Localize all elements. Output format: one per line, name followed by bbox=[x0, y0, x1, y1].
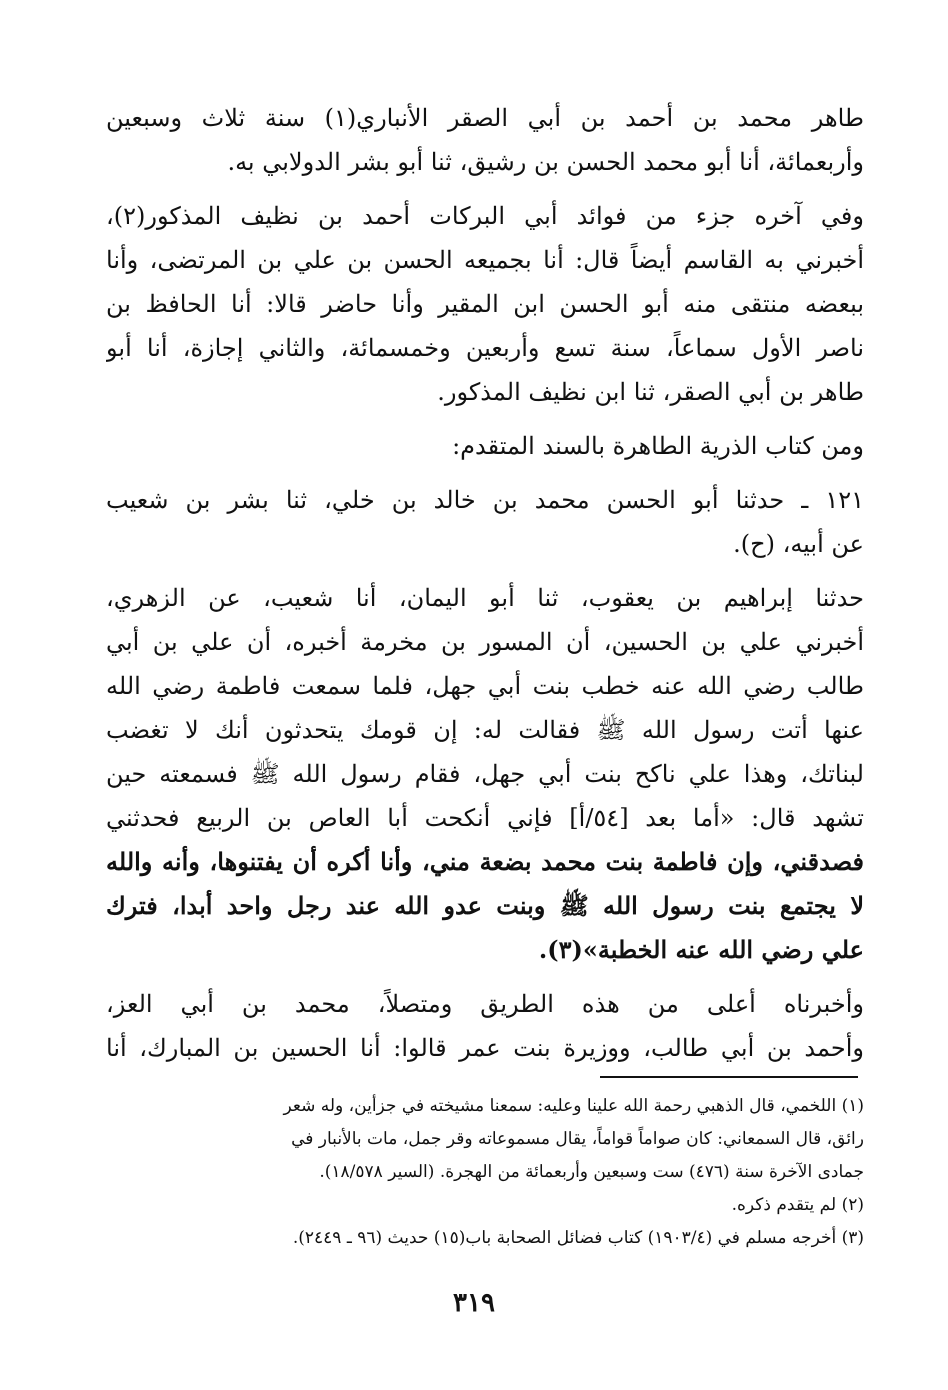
footnotes bbox=[106, 1090, 864, 1255]
hadith-quote-line: فصدقني، وإن فاطمة بنت محمد بضعة مني، وأنا أكره أن يفتنوها، وأنه والله bbox=[106, 847, 864, 876]
footnote-1 bbox=[106, 1090, 864, 1189]
footnote-2 bbox=[106, 1189, 864, 1222]
paragraph-6 bbox=[106, 982, 864, 1070]
text-line: عنها أتت رسول الله ﷺ فقالت له: إن قومك يتحدثون أنك لا تغضب bbox=[106, 716, 864, 744]
text-line: طاهر محمد بن أحمد بن أبي الصقر الأنباري(١) سنة ثلاث وسبعين bbox=[106, 104, 864, 132]
main-text bbox=[106, 96, 864, 1080]
text-line: طاهر بن أبي الصقر، ثنا ابن نظيف المذكور. bbox=[437, 378, 864, 406]
footnote-line: رائق، قال السمعاني: كان صواماً قواماً، يقال مسموعاته وقر جمل، مات بالأنبار في bbox=[291, 1129, 864, 1149]
paragraph-2 bbox=[106, 194, 864, 414]
footnote-line: جمادى الآخرة سنة (٤٧٦) ست وسبعين وأربعمائة من الهجرة. (السير ١٨/٥٧٨). bbox=[319, 1162, 864, 1182]
text-line: حدثنا إبراهيم بن يعقوب، ثنا أبو اليمان، أنا شعيب، عن الزهري، bbox=[106, 584, 864, 612]
footnote-line: (٣) أخرجه مسلم في (١٩٠٣/٤) كتاب فضائل الصحابة باب(١٥) حديث (٩٦ ـ ٢٤٤٩). bbox=[292, 1228, 864, 1248]
text-line: عن أبيه، (ح). bbox=[733, 530, 864, 558]
text-line: وفي آخره جزء من فوائد أبي البركات أحمد بن نظيف المذكور(٢)، bbox=[106, 202, 864, 230]
text-line: وأحمد بن أبي طالب، ووزيرة بنت عمر قالوا: أنا الحسين بن المبارك، أنا bbox=[106, 1034, 864, 1062]
text-line: تشهد قال: «أما بعد [٥٤/أ] فإني أنكحت أبا العاص بن الربيع فحدثني bbox=[106, 804, 864, 832]
footnote-line: (٢) لم يتقدم ذكره. bbox=[731, 1195, 864, 1215]
text-line: أخبرني به القاسم أيضاً قال: أنا بجميعه الحسن بن علي بن المرتضى، وأنا bbox=[106, 246, 864, 274]
page-number: ٣١٩ bbox=[453, 1288, 495, 1318]
text-line: أخبرني علي بن الحسين، أن المسور بن مخرمة أخبره، أن علي بن أبي bbox=[106, 628, 864, 656]
text-line: لبناتك، وهذا علي ناكح بنت أبي جهل، فقام رسول الله ﷺ فسمعته حين bbox=[106, 760, 864, 788]
paragraph-3 bbox=[106, 424, 864, 468]
footnote-separator bbox=[600, 1076, 858, 1078]
hadith-121-heading bbox=[106, 478, 864, 566]
text-line: ببعضه منتقى منه أبو الحسن ابن المقير وأنا حاضر قالا: أنا الحافظ بن bbox=[106, 290, 864, 318]
text-line: طالب رضي الله عنه خطب بنت أبي جهل، فلما سمعت فاطمة رضي الله bbox=[106, 672, 864, 700]
hadith-121-body bbox=[106, 576, 864, 972]
text-line: ناصر الأول سماعاً، سنة تسع وأربعين وخمسمائة، والثاني إجازة، أنا أبو bbox=[106, 334, 864, 362]
text-line: ومن كتاب الذرية الطاهرة بالسند المتقدم: bbox=[452, 432, 864, 460]
hadith-quote-line: لا يجتمع بنت رسول الله ﷺ وبنت عدو الله عند رجل واحد أبدا، فترك bbox=[106, 891, 864, 920]
hadith-quote-line: علي رضي الله عنه الخطبة»(٣). bbox=[538, 935, 864, 964]
paragraph-1 bbox=[106, 96, 864, 184]
text-line: وأخبرناه أعلى من هذه الطريق ومتصلاً، محمد بن أبي العز، bbox=[106, 990, 864, 1018]
footnote-line: (١) اللخمي، قال الذهبي رحمة الله علينا وعليه: سمعنا مشيخته في جزأين، وله شعر bbox=[283, 1096, 864, 1116]
text-line: ١٢١ ـ حدثنا أبو الحسن محمد بن خالد بن خلي، ثنا بشر بن شعيب bbox=[106, 486, 864, 514]
footnote-3 bbox=[106, 1222, 864, 1255]
text-line: وأربعمائة، أنا أبو محمد الحسن بن رشيق، ثنا أبو بشر الدولابي به. bbox=[227, 148, 864, 176]
